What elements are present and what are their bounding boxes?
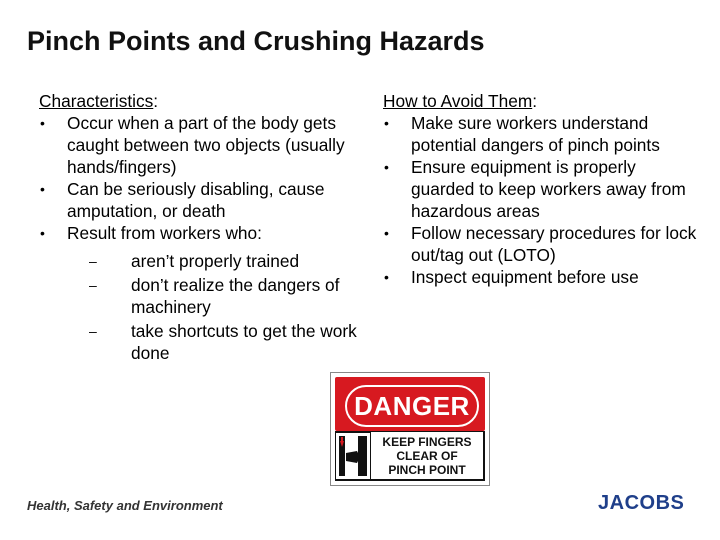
bullet-icon: • (40, 225, 45, 241)
bullet-icon: • (40, 181, 45, 197)
jacobs-logo: JACOBS (598, 492, 685, 514)
pinch-hand-icon (336, 433, 370, 479)
dash-icon: – (89, 253, 97, 269)
bullet-icon: • (384, 159, 389, 175)
sub-list (67, 250, 369, 364)
characteristics-heading: Characteristics: (39, 91, 159, 111)
slide-title: Pinch Points and Crushing Hazards (27, 26, 485, 56)
list-item: • Result from workers who: – aren’t properly trained – don’t realize the dangers of machinery – take shortcuts to get the work done (39, 222, 369, 364)
sub-list-item: – don’t realize the dangers of machinery (89, 275, 340, 317)
danger-banner (335, 377, 485, 431)
sign-line: KEEP FINGERS (382, 434, 472, 449)
characteristics-list (39, 112, 369, 364)
danger-sign (330, 372, 490, 486)
list-item: • Occur when a part of the body gets caught between two objects (usually hands/fingers) (40, 113, 345, 177)
avoidance-heading: How to Avoid Them: (383, 91, 538, 111)
dash-icon: – (89, 323, 97, 339)
danger-label: DANGER (345, 385, 479, 427)
characteristics-column (39, 90, 369, 366)
sign-message (371, 432, 483, 479)
bullet-icon: • (384, 269, 389, 285)
bullet-icon: • (384, 115, 389, 131)
list-item: • Follow necessary procedures for lock out/tag out (LOTO) (384, 223, 697, 265)
sub-list-item: – take shortcuts to get the work done (89, 321, 357, 363)
bullet-icon: • (384, 225, 389, 241)
avoidance-column (383, 90, 703, 288)
list-item: • Ensure equipment is properly guarded to keep workers away from hazardous areas (384, 157, 686, 221)
list-item: • Make sure workers understand potential dangers of pinch points (384, 113, 660, 155)
sign-line: CLEAR OF (396, 448, 458, 463)
list-item: • Can be seriously disabling, cause amputation, or death (40, 179, 325, 221)
avoidance-list (383, 112, 703, 288)
sub-list-item: – aren’t properly trained (89, 251, 300, 271)
footer-text: Health, Safety and Environment (27, 498, 223, 513)
sign-line: PINCH POINT (388, 462, 466, 477)
list-item: • Inspect equipment before use (384, 267, 639, 287)
dash-icon: – (89, 277, 97, 293)
bullet-icon: • (40, 115, 45, 131)
